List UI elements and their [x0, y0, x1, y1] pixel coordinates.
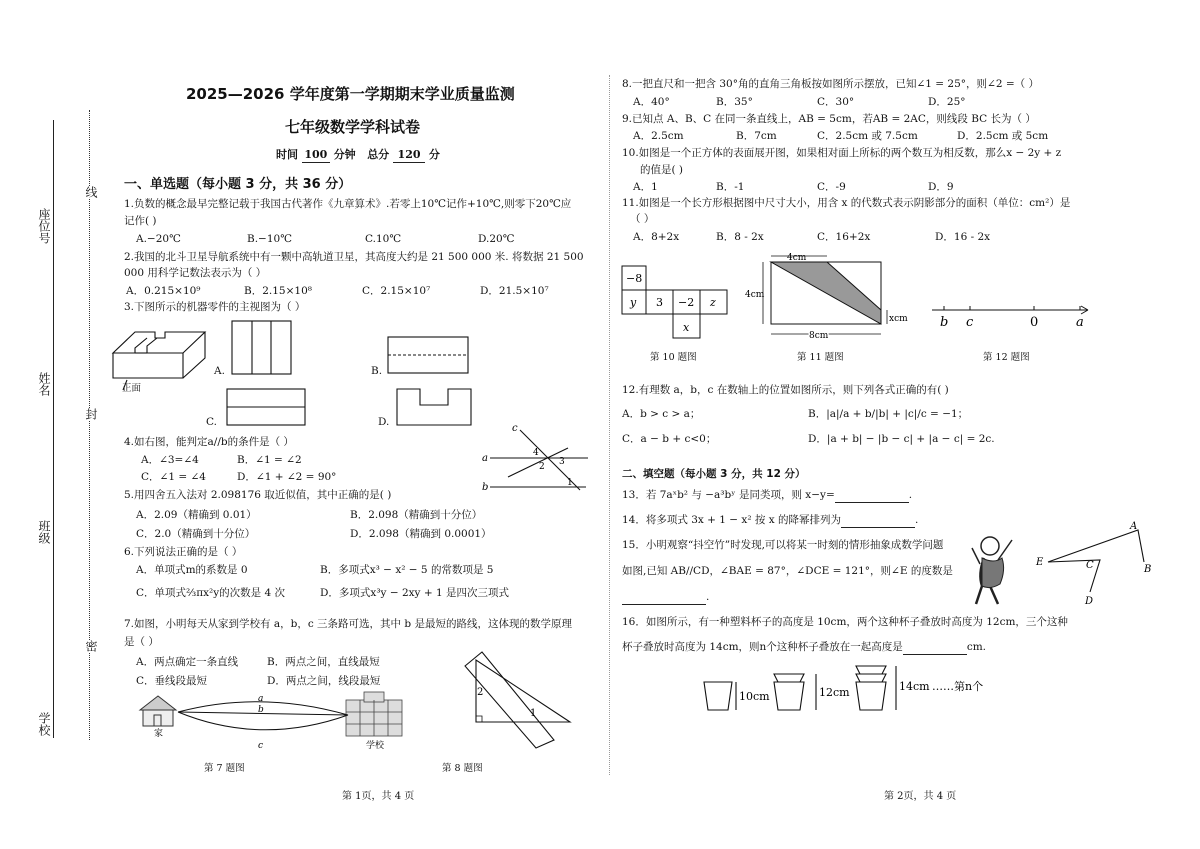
school-label: 学校 — [37, 712, 51, 736]
score-label: 总分 — [367, 148, 390, 161]
q12-label-b: b — [940, 315, 949, 330]
q2-line1: 2.我国的北斗卫星导航系统中有一颗中高轨道卫星，其高度大约是 21 500 000 米. 将数据 21 500 — [124, 251, 584, 263]
q3-option-a-label: A. — [214, 365, 225, 377]
q4-label-2: 2 — [539, 462, 545, 472]
q16-line1: 16．如图所示，有一种塑料杯子的高度是 10cm，两个这种杯子叠放时高度为 12cm，三个这种 — [622, 616, 1068, 628]
q8-label-2: 2 — [477, 687, 484, 698]
q16-tail: cm. — [966, 641, 986, 653]
q3-front-label: 正面 — [122, 383, 142, 394]
q10-option-a: A．1 — [633, 181, 658, 193]
seal-mark-line: 线 — [84, 186, 98, 198]
q4-line: 4.如右图，能判定a//b的条件是（ ） — [124, 436, 294, 448]
q7-option-a: A．两点确定一条直线 — [136, 656, 239, 668]
q3-option-c-figure — [226, 388, 308, 428]
q8-option-d: D．25° — [928, 96, 966, 108]
q15-label-b: B — [1144, 564, 1152, 575]
q2-option-b: B．2.15×10⁸ — [244, 285, 312, 297]
section2-title: 二、填空题（每小题 3 分，共 12 分） — [622, 468, 806, 480]
q2-option-d: D．21.5×10⁷ — [480, 285, 549, 297]
q12-caption: 第 12 题图 — [983, 352, 1030, 363]
q12-number-line-figure — [928, 298, 1096, 332]
q8-caption: 第 8 题图 — [442, 763, 483, 774]
q1-line1: 1.负数的概念最早完整记载于我国古代著作《九章算术》.若零上10℃记作+10℃,则零下20℃应 — [124, 198, 572, 210]
q11-line1: 11.如图是一个长方形根据图中尺寸大小，用含 x 的代数式表示阴影部分的面积（单位：cm²）是 — [622, 197, 1071, 209]
q5-option-c: C．2.0（精确到十分位） — [136, 528, 256, 540]
q11-rectangle-figure — [745, 248, 915, 346]
time-value: 100 — [302, 148, 330, 163]
q16-label-12cm: 12cm — [819, 686, 850, 699]
section1-title: 一、单选题（每小题 3 分，共 36 分） — [124, 177, 352, 192]
q12-option-b: B．|a|/a + b/|b| + |c|/c = −1； — [808, 408, 969, 420]
q5-line: 5.用四舍五入法对 2.098176 取近似值，其中正确的是( ) — [124, 489, 392, 501]
score-unit: 分 — [428, 148, 440, 161]
q8-line: 8.一把直尺和一把含 30°角的直角三角板按如图所示摆放，已知∠1 = 25°，则∠2 =（ ） — [622, 78, 1039, 90]
q10-cell-neg2: −2 — [678, 296, 695, 309]
q6-option-b: B．多项式x³ − x² − 5 的常数项是 5 — [320, 564, 494, 576]
q16-line2 — [622, 640, 986, 655]
q12-label-0: 0 — [1030, 315, 1039, 330]
q11-label-bottom: 8cm — [809, 331, 829, 341]
q7-option-b: B．两点之间，直线最短 — [267, 656, 380, 668]
q6-option-d: D．多项式x³y − 2xy + 1 是四次三项式 — [320, 587, 509, 599]
q14-text: 14．将多项式 3x + 1 − x² 按 x 的降幂排列为 — [622, 514, 841, 526]
q2-option-a: A．0.215×10⁹ — [126, 285, 201, 297]
q10-cell-3: 3 — [656, 296, 663, 309]
q7-label-school: 学校 — [366, 741, 385, 751]
q8-option-a: A．40° — [633, 96, 670, 108]
q10-option-d: D．9 — [928, 181, 954, 193]
name-label: 姓名 — [37, 372, 51, 396]
q7-option-c: C．垂线段最短 — [136, 675, 208, 687]
q16-label-10cm: 10cm — [739, 690, 770, 703]
q4-option-b: B．∠1 = ∠2 — [237, 454, 302, 466]
q10-cube-net-figure — [620, 264, 732, 344]
q6-option-c: C．单项式⅔πx²y的次数是 4 次 — [136, 587, 286, 599]
q5-option-a: A．2.09（精确到 0.01） — [136, 509, 257, 521]
diabolo-player-illustration — [968, 534, 1018, 610]
q1-option-d: D.20℃ — [478, 233, 515, 245]
q10-option-b: B．-1 — [716, 181, 745, 193]
exam-title: 2025—2026 学年度第一学期期末学业质量监测 — [186, 85, 515, 103]
q7-routes-figure — [136, 690, 406, 752]
q3-option-b-label: B. — [371, 365, 383, 377]
q3-option-d-label: D. — [378, 416, 390, 428]
q11-option-d: D．16 - 2x — [935, 231, 991, 243]
q4-option-d: D．∠1 + ∠2 = 90° — [237, 471, 337, 483]
q15-line2: 如图,已知 AB//CD，∠BAE = 87°，∠DCE = 121°，则∠E 的度数是 — [622, 565, 953, 577]
q12-line: 12.有理数 a，b，c 在数轴上的位置如图所示，则下列各式正确的有( ) — [622, 384, 949, 396]
q16-cups-figure — [700, 660, 1030, 718]
q9-option-c: C．2.5cm 或 7.5cm — [817, 130, 918, 142]
q11-caption: 第 11 题图 — [797, 352, 844, 363]
time-unit: 分钟 — [333, 148, 356, 161]
q11-option-a: A．8+2x — [633, 231, 680, 243]
q3-option-b-figure — [387, 336, 471, 376]
q16-label-nth: ……第n个 — [932, 680, 984, 693]
q1-option-c: C.10℃ — [365, 233, 402, 245]
q4-label-1: 1 — [567, 478, 573, 488]
page-divider — [609, 75, 610, 775]
q10-caption: 第 10 题图 — [650, 352, 697, 363]
q10-cell-z: z — [710, 296, 716, 309]
q16-text: 杯子叠放时高度为 14cm，则n个这种杯子叠放在一起高度是 — [622, 641, 903, 653]
seal-mark-secret: 密 — [84, 640, 98, 652]
q7-option-d: D．两点之间，线段最短 — [267, 675, 381, 687]
q4-label-a: a — [482, 453, 488, 464]
q4-label-c: c — [512, 423, 518, 434]
q9-option-b: B．7cm — [736, 130, 777, 142]
q4-parallel-lines-figure — [478, 420, 593, 496]
q10-cell-y: y — [630, 296, 637, 309]
q13-text: 13．若 7aˣb² 与 −a³bʸ 是同类项，则 x−y= — [622, 489, 835, 501]
q4-label-b: b — [482, 482, 489, 493]
q10-cell-x: x — [683, 321, 690, 334]
q15-label-a: A — [1130, 521, 1138, 532]
q11-line2: （ ） — [630, 213, 655, 225]
q1-option-b: B.−10℃ — [247, 233, 292, 245]
q9-option-a: A．2.5cm — [633, 130, 684, 142]
q16-label-14cm: 14cm — [899, 680, 930, 693]
q11-option-c: C．16+2x — [817, 231, 871, 243]
q10-cell-neg8: −8 — [626, 272, 643, 285]
q1-option-a: A.−20℃ — [136, 233, 181, 245]
q10-option-c: C．-9 — [817, 181, 846, 193]
q15-label-d: D — [1085, 596, 1094, 607]
q13-answer-blank[interactable] — [835, 488, 909, 503]
q12-option-c: C．a − b + c<0； — [622, 433, 717, 445]
q12-label-a: a — [1076, 315, 1084, 330]
q3-option-d-figure — [396, 388, 474, 428]
q15-label-c: C — [1086, 560, 1094, 571]
q12-label-c: c — [966, 315, 974, 330]
q11-label-x: xcm — [889, 314, 908, 324]
school-building-icon — [346, 692, 402, 736]
q8-label-1: 1 — [530, 708, 537, 719]
q9-line: 9.已知点 A、B、C 在同一条直线上，AB = 5cm，若AB = 2AC，则线段 BC 长为（ ） — [622, 113, 1036, 125]
q7-label-c: c — [258, 741, 264, 751]
class-label: 班级 — [37, 520, 51, 544]
q4-option-c: C．∠1 = ∠4 — [141, 471, 206, 483]
footer-page-1: 第 1页，共 4 页 — [342, 791, 415, 802]
q15-answer-blank[interactable] — [622, 590, 706, 605]
q8-option-c: C．30° — [817, 96, 855, 108]
house-icon — [140, 696, 176, 726]
q15-label-e: E — [1036, 557, 1044, 568]
q7-label-home: 家 — [154, 729, 164, 739]
q7-line2: 是（ ） — [124, 636, 159, 648]
q2-option-c: C．2.15×10⁷ — [362, 285, 431, 297]
q6-line: 6.下列说法正确的是（ ） — [124, 546, 243, 558]
q3-option-a-figure — [231, 320, 293, 376]
q15-answer-line: . — [622, 590, 709, 605]
q9-option-d: D．2.5cm 或 5cm — [957, 130, 1049, 142]
q13-line: 13．若 7aˣb² 与 −a³bʸ 是同类项，则 x−y= . — [622, 489, 913, 501]
q7-label-b: b — [258, 705, 264, 715]
q16-answer-blank[interactable] — [903, 640, 967, 655]
q10-line1: 10.如图是一个正方体的表面展开图，如果相对面上所标的两个数互为相反数，那么x − 2y + z — [622, 147, 1062, 159]
seal-mark-seal: 封 — [84, 408, 98, 420]
q14-answer-blank[interactable] — [841, 513, 915, 528]
exam-time-score — [276, 148, 440, 163]
q7-line1: 7.如图，小明每天从家到学校有 a，b，c 三条路可选，其中 b 是最短的路线，这体现的数学原理 — [124, 618, 572, 630]
q12-option-d: D．|a + b| − |b − c| + |a − c| = 2c. — [808, 433, 995, 445]
q7-label-a: a — [258, 694, 264, 704]
q3-option-c-label: C. — [206, 416, 217, 428]
footer-page-2: 第 2页，共 4 页 — [884, 791, 957, 802]
q12-option-a: A．b > c > a； — [622, 408, 701, 420]
time-label: 时间 — [276, 148, 298, 161]
q7-caption: 第 7 题图 — [204, 763, 245, 774]
q4-option-a: A．∠3=∠4 — [141, 454, 199, 466]
seat-label: 座位号 — [37, 208, 51, 244]
q6-option-a: A．单项式m的系数是 0 — [136, 564, 248, 576]
q11-option-b: B．8 - 2x — [716, 231, 764, 243]
q10-line2: 的值是( ) — [640, 164, 684, 176]
q5-option-b: B．2.098（精确到十分位） — [350, 509, 483, 521]
q2-line2: 000 用科学记数法表示为（ ） — [124, 267, 267, 279]
q4-label-3: 3 — [559, 457, 565, 467]
q8-ruler-triangle-figure — [462, 650, 577, 750]
q15-line1: 15．小明观察“抖空竹”时发现,可以将某一时刻的情形抽象成数学问题 — [622, 539, 944, 551]
q1-line2: 记作( ) — [124, 215, 157, 227]
q15-angle-figure — [1030, 520, 1160, 610]
q3-line: 3.下图所示的机器零件的主视图为（ ） — [124, 301, 306, 313]
q4-label-4: 4 — [533, 448, 539, 458]
q8-option-b: B．35° — [716, 96, 753, 108]
q11-label-top: 4cm — [787, 253, 807, 263]
q14-line: 14．将多项式 3x + 1 − x² 按 x 的降幂排列为 . — [622, 514, 919, 526]
binding-line — [53, 120, 54, 738]
exam-subtitle: 七年级数学学科试卷 — [285, 118, 421, 136]
score-value: 120 — [393, 148, 425, 163]
q5-option-d: D．2.098（精确到 0.0001） — [350, 528, 492, 540]
q11-label-left: 4cm — [745, 290, 765, 300]
